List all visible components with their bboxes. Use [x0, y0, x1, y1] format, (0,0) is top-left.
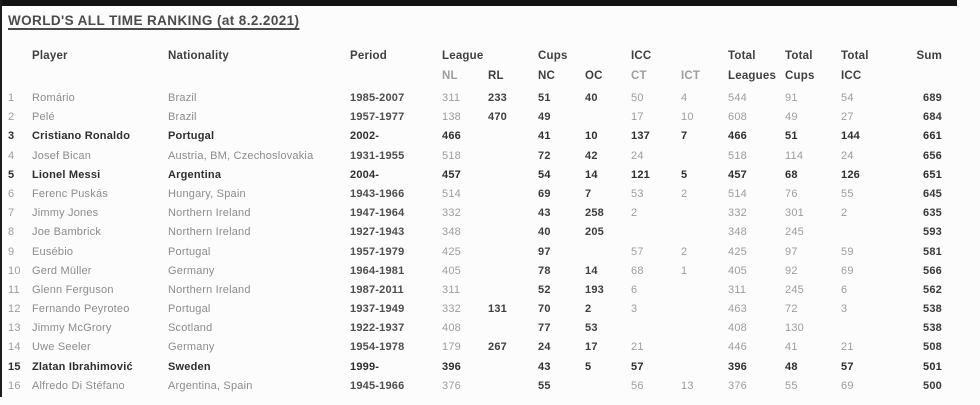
- cell-rank: 8: [8, 226, 15, 239]
- cell-rank: 1: [8, 92, 15, 104]
- column-group-header-ict: [681, 46, 728, 66]
- cell-rl: 470: [488, 111, 507, 124]
- cell-total_icc: 6: [841, 283, 848, 296]
- cell-ict: 4: [681, 92, 688, 104]
- cell-sum: 661: [923, 130, 942, 143]
- cell-rank: 2: [8, 111, 15, 124]
- column-sub-header-nl: NL: [442, 70, 458, 82]
- cell-rl: [488, 281, 538, 300]
- cell-nationality: Austria, BM, Czechoslovakia: [168, 149, 314, 162]
- cell-player: Romário: [32, 92, 75, 104]
- cell-ct: 2: [631, 207, 638, 220]
- cell-total_cups: 76: [785, 187, 798, 200]
- cell-nl: 518: [442, 149, 461, 162]
- table-row: [8, 223, 942, 242]
- column-group-header-nc: Cups: [538, 50, 568, 62]
- cell-ict: 1: [681, 264, 688, 277]
- cell-total_leagues: 405: [728, 264, 747, 277]
- cell-nationality: Northern Ireland: [168, 226, 251, 239]
- cell-player: Pelé: [32, 111, 55, 124]
- cell-period: 1945-1966: [350, 379, 405, 392]
- column-sub-header-ict: ICT: [681, 70, 701, 82]
- table-row: [8, 281, 942, 300]
- cell-total_leagues: 425: [728, 245, 747, 258]
- cell-total_leagues: 332: [728, 207, 747, 220]
- cell-total_cups: 41: [785, 341, 798, 354]
- cell-sum: 581: [923, 245, 942, 258]
- table-row: [8, 166, 942, 185]
- cell-total_cups: 68: [785, 168, 798, 181]
- cell-rl: 267: [488, 341, 507, 354]
- cell-total_icc: 69: [841, 379, 854, 392]
- column-group-header-total_cups: Total: [785, 50, 813, 62]
- cell-total_icc: 27: [841, 111, 854, 124]
- cell-oc: [585, 243, 631, 262]
- cell-total_leagues: 396: [728, 360, 747, 373]
- column-sub-header-total_cups: Cups: [785, 70, 815, 82]
- cell-total_icc: 24: [841, 149, 854, 162]
- cell-player: Lionel Messi: [32, 168, 101, 181]
- cell-total_cups: 72: [785, 303, 798, 316]
- cell-nationality: Sweden: [168, 360, 211, 373]
- cell-nationality: Germany: [168, 264, 215, 277]
- cell-rl: [488, 319, 538, 338]
- cell-total_cups: 51: [785, 130, 798, 143]
- cell-oc: 5: [585, 360, 592, 373]
- cell-total_icc: 3: [841, 303, 848, 316]
- cell-oc: 258: [585, 207, 604, 220]
- column-sub-header-player: [32, 66, 168, 86]
- cell-player: Uwe Seeler: [32, 341, 91, 354]
- cell-nationality: Germany: [168, 341, 215, 354]
- cell-nl: 514: [442, 187, 461, 200]
- cell-nc: 49: [538, 111, 551, 124]
- table-body: [8, 89, 942, 396]
- cell-nl: 466: [442, 130, 461, 143]
- cell-nl: 405: [442, 264, 461, 277]
- page-title: WORLD'S ALL TIME RANKING (at 8.2.2021): [8, 13, 300, 28]
- table-row: [8, 89, 942, 108]
- column-sub-header-sum: [889, 66, 942, 86]
- table-row: [8, 108, 942, 127]
- cell-nationality: Argentina, Spain: [168, 379, 253, 392]
- cell-rank: 7: [8, 207, 15, 220]
- column-sub-header-nc: NC: [538, 70, 556, 82]
- column-sub-header-nationality: [168, 66, 350, 86]
- cell-total_cups: 97: [785, 245, 798, 258]
- column-sub-header-rank: [8, 66, 32, 86]
- cell-oc: [585, 108, 631, 127]
- cell-nc: 51: [538, 92, 551, 104]
- cell-player: Ferenc Puskás: [32, 187, 108, 200]
- cell-ict: 5: [681, 168, 688, 181]
- cell-rank: 15: [8, 360, 21, 373]
- cell-sum: 562: [923, 283, 942, 296]
- cell-sum: 501: [923, 360, 942, 373]
- cell-ict: 7: [681, 130, 688, 143]
- cell-total_cups: 301: [785, 207, 804, 220]
- cell-oc: 205: [585, 226, 604, 239]
- cell-nc: 43: [538, 360, 551, 373]
- cell-total_icc: 54: [841, 92, 854, 104]
- cell-period: 1985-2007: [350, 92, 405, 104]
- column-sub-header-oc: OC: [585, 70, 603, 82]
- column-sub-header-rl: RL: [488, 70, 504, 82]
- cell-player: Jimmy McGrory: [32, 322, 112, 335]
- cell-rl: [488, 262, 538, 281]
- cell-ict: [681, 147, 728, 166]
- cell-player: Fernando Peyroteo: [32, 303, 130, 316]
- cell-sum: 645: [923, 187, 942, 200]
- column-group-header-rl: [488, 46, 538, 66]
- cell-rl: [488, 127, 538, 146]
- cell-period: 1957-1979: [350, 245, 405, 258]
- column-sub-header-period: [350, 66, 442, 86]
- cell-ct: 56: [631, 379, 644, 392]
- cell-oc: [585, 377, 631, 396]
- column-group-header-period: Period: [350, 50, 387, 62]
- cell-nationality: Argentina: [168, 168, 222, 181]
- cell-ict: [681, 358, 728, 377]
- column-group-header-oc: [585, 46, 631, 66]
- cell-nc: 55: [538, 379, 551, 392]
- cell-rank: 11: [8, 283, 20, 296]
- column-sub-header-total_leagues: Leagues: [728, 70, 777, 82]
- cell-ict: 2: [681, 187, 688, 200]
- cell-oc: 14: [585, 264, 598, 277]
- table-row: [8, 243, 942, 262]
- cell-oc: 193: [585, 283, 604, 296]
- cell-nl: 425: [442, 245, 461, 258]
- cell-period: 1957-1977: [350, 111, 405, 124]
- column-group-header-total_leagues: Total: [728, 50, 756, 62]
- table-row: [8, 358, 942, 377]
- cell-period: 1964-1981: [350, 264, 405, 277]
- column-group-header-total_icc: Total: [841, 50, 869, 62]
- cell-total_icc: [841, 319, 889, 338]
- cell-player: Eusébio: [32, 245, 74, 258]
- cell-total_leagues: 463: [728, 303, 747, 316]
- cell-ct: 3: [631, 303, 638, 316]
- cell-ict: [681, 204, 728, 223]
- table-row: [8, 147, 942, 166]
- cell-period: 1927-1943: [350, 226, 405, 239]
- left-border-bar: [0, 0, 2, 397]
- cell-total_icc: 144: [841, 130, 860, 143]
- cell-oc: 10: [585, 130, 598, 143]
- cell-ct: 6: [631, 283, 638, 296]
- cell-sum: 684: [923, 111, 942, 124]
- cell-total_icc: 69: [841, 264, 854, 277]
- table-row: [8, 377, 942, 396]
- cell-rl: 131: [488, 303, 507, 316]
- cell-sum: 656: [923, 149, 942, 162]
- ranking-table: [8, 46, 942, 396]
- cell-total_icc: 55: [841, 187, 854, 200]
- cell-player: Zlatan Ibrahimović: [32, 360, 133, 373]
- cell-total_cups: 91: [785, 92, 798, 104]
- cell-player: Glenn Ferguson: [32, 283, 114, 296]
- cell-nationality: Portugal: [168, 245, 211, 258]
- table-row: [8, 319, 942, 338]
- cell-total_leagues: 544: [728, 92, 747, 104]
- cell-nationality: Portugal: [168, 130, 215, 143]
- cell-ict: [681, 300, 728, 319]
- cell-nc: 69: [538, 187, 551, 200]
- cell-ict: [681, 223, 728, 242]
- cell-total_icc: 21: [841, 341, 854, 354]
- cell-rl: [488, 243, 538, 262]
- cell-sum: 538: [923, 303, 942, 316]
- cell-total_cups: 55: [785, 379, 798, 392]
- table-row: [8, 185, 942, 204]
- cell-rank: 16: [8, 379, 21, 392]
- cell-oc: 7: [585, 187, 592, 200]
- cell-rl: [488, 223, 538, 242]
- cell-sum: 635: [923, 207, 942, 220]
- cell-period: 2004-: [350, 168, 380, 181]
- cell-nl: 332: [442, 303, 461, 316]
- cell-total_cups: 245: [785, 226, 804, 239]
- column-sub-header-ct: CT: [631, 70, 647, 82]
- cell-rank: 3: [8, 130, 15, 143]
- cell-sum: 689: [923, 92, 942, 104]
- cell-rl: [488, 185, 538, 204]
- cell-rank: 10: [8, 264, 21, 277]
- cell-period: 1937-1949: [350, 303, 405, 316]
- cell-nc: 43: [538, 207, 551, 220]
- cell-ct: 57: [631, 360, 644, 373]
- cell-nationality: Brazil: [168, 92, 197, 104]
- cell-ct: 21: [631, 341, 644, 354]
- cell-sum: 508: [923, 341, 942, 354]
- cell-nl: 332: [442, 207, 461, 220]
- cell-ct: 57: [631, 245, 644, 258]
- column-sub-header-total_icc: ICC: [841, 70, 862, 82]
- table-header-sub-row: [8, 66, 942, 86]
- cell-nationality: Portugal: [168, 303, 211, 316]
- cell-ict: 2: [681, 245, 688, 258]
- cell-total_icc: 57: [841, 360, 854, 373]
- cell-period: 1931-1955: [350, 149, 405, 162]
- cell-nc: 72: [538, 149, 551, 162]
- cell-ct: 68: [631, 264, 644, 277]
- table-row: [8, 300, 942, 319]
- cell-oc: 14: [585, 168, 598, 181]
- cell-nc: 24: [538, 341, 551, 354]
- column-group-header-nl: League: [442, 50, 484, 62]
- cell-nc: 41: [538, 130, 551, 143]
- cell-nc: 54: [538, 168, 551, 181]
- cell-rank: 5: [8, 168, 15, 181]
- cell-nationality: Hungary, Spain: [168, 187, 246, 200]
- cell-rank: 13: [8, 322, 21, 335]
- cell-oc: 40: [585, 92, 598, 104]
- cell-nationality: Scotland: [168, 322, 213, 335]
- cell-nc: 78: [538, 264, 551, 277]
- cell-ct: 53: [631, 187, 644, 200]
- cell-player: Josef Bican: [32, 149, 92, 162]
- cell-sum: 593: [923, 226, 942, 239]
- column-group-header-ct: ICC: [631, 50, 652, 62]
- table-row: [8, 127, 942, 146]
- cell-total_leagues: 608: [728, 111, 747, 124]
- cell-ct: [631, 223, 681, 242]
- cell-rl: [488, 358, 538, 377]
- cell-total_leagues: 408: [728, 322, 747, 335]
- column-group-header-sum: Sum: [916, 50, 942, 62]
- cell-nc: 40: [538, 226, 551, 239]
- cell-nl: 457: [442, 168, 461, 181]
- cell-rl: [488, 377, 538, 396]
- cell-nl: 408: [442, 322, 461, 335]
- cell-rl: [488, 204, 538, 223]
- column-group-header-nationality: Nationality: [168, 50, 229, 62]
- cell-player: Alfredo Di Stéfano: [32, 379, 125, 392]
- cell-sum: 566: [923, 264, 942, 277]
- cell-rl: [488, 166, 538, 185]
- cell-ct: 24: [631, 149, 644, 162]
- cell-nl: 348: [442, 226, 461, 239]
- table-row: [8, 204, 942, 223]
- cell-oc: 2: [585, 303, 592, 316]
- cell-player: Cristiano Ronaldo: [32, 130, 131, 143]
- cell-rank: 14: [8, 341, 21, 354]
- cell-total_leagues: 518: [728, 149, 747, 162]
- cell-player: Gerd Müller: [32, 264, 92, 277]
- cell-period: 1922-1937: [350, 322, 405, 335]
- cell-total_icc: 2: [841, 207, 848, 220]
- cell-total_cups: 245: [785, 283, 804, 296]
- column-group-header-player: Player: [32, 50, 68, 62]
- cell-total_icc: [841, 223, 889, 242]
- cell-ict: [681, 319, 728, 338]
- cell-rank: 4: [8, 149, 15, 162]
- cell-rl: 233: [488, 92, 507, 104]
- cell-total_leagues: 466: [728, 130, 747, 143]
- cell-nationality: Northern Ireland: [168, 283, 251, 296]
- cell-total_cups: 114: [785, 149, 804, 162]
- cell-period: 1954-1978: [350, 341, 405, 354]
- cell-total_leagues: 446: [728, 341, 747, 354]
- cell-ict: [681, 281, 728, 300]
- cell-rank: 6: [8, 187, 15, 200]
- cell-total_icc: 59: [841, 245, 854, 258]
- column-group-header-rank: [8, 46, 32, 66]
- cell-period: 1947-1964: [350, 207, 405, 220]
- cell-nc: 97: [538, 245, 551, 258]
- cell-rank: 9: [8, 245, 15, 258]
- cell-nl: 396: [442, 360, 461, 373]
- table-header-group-row: [8, 46, 942, 66]
- cell-player: Jimmy Jones: [32, 207, 99, 220]
- cell-nc: 52: [538, 283, 551, 296]
- cell-ct: 137: [631, 130, 650, 143]
- table-row: [8, 338, 942, 357]
- cell-nl: 376: [442, 379, 461, 392]
- cell-total_icc: 126: [841, 168, 860, 181]
- cell-period: 2002-: [350, 130, 380, 143]
- cell-nationality: Northern Ireland: [168, 207, 251, 220]
- cell-total_leagues: 514: [728, 187, 747, 200]
- cell-total_cups: 49: [785, 111, 798, 124]
- table-row: [8, 262, 942, 281]
- cell-period: 1987-2011: [350, 283, 404, 296]
- cell-oc: 53: [585, 322, 598, 335]
- cell-total_leagues: 311: [728, 283, 747, 296]
- cell-total_leagues: 457: [728, 168, 747, 181]
- cell-rl: [488, 147, 538, 166]
- cell-total_cups: 130: [785, 322, 804, 335]
- cell-nl: 311: [442, 92, 461, 104]
- cell-nc: 77: [538, 322, 551, 335]
- cell-total_cups: 92: [785, 264, 798, 277]
- top-border-bar: [0, 0, 957, 6]
- cell-oc: 42: [585, 149, 598, 162]
- cell-oc: 17: [585, 341, 598, 354]
- cell-ct: 50: [631, 92, 644, 104]
- cell-total_leagues: 348: [728, 226, 747, 239]
- cell-sum: 500: [923, 379, 942, 392]
- cell-nl: 311: [442, 283, 461, 296]
- cell-period: 1943-1966: [350, 187, 405, 200]
- cell-sum: 538: [923, 322, 942, 335]
- cell-sum: 651: [923, 168, 942, 181]
- cell-period: 1999-: [350, 360, 380, 373]
- cell-ct: 17: [631, 111, 644, 124]
- cell-ct: [631, 319, 681, 338]
- cell-ict: 10: [681, 111, 694, 124]
- cell-total_leagues: 376: [728, 379, 747, 392]
- cell-nl: 138: [442, 111, 461, 124]
- cell-nc: 70: [538, 303, 551, 316]
- cell-player: Joe Bambrick: [32, 226, 102, 239]
- cell-ict: 13: [681, 379, 694, 392]
- cell-ict: [681, 338, 728, 357]
- cell-total_cups: 48: [785, 360, 798, 373]
- cell-ct: 121: [631, 168, 650, 181]
- cell-nationality: Brazil: [168, 111, 197, 124]
- cell-rank: 12: [8, 303, 21, 316]
- cell-nl: 179: [442, 341, 461, 354]
